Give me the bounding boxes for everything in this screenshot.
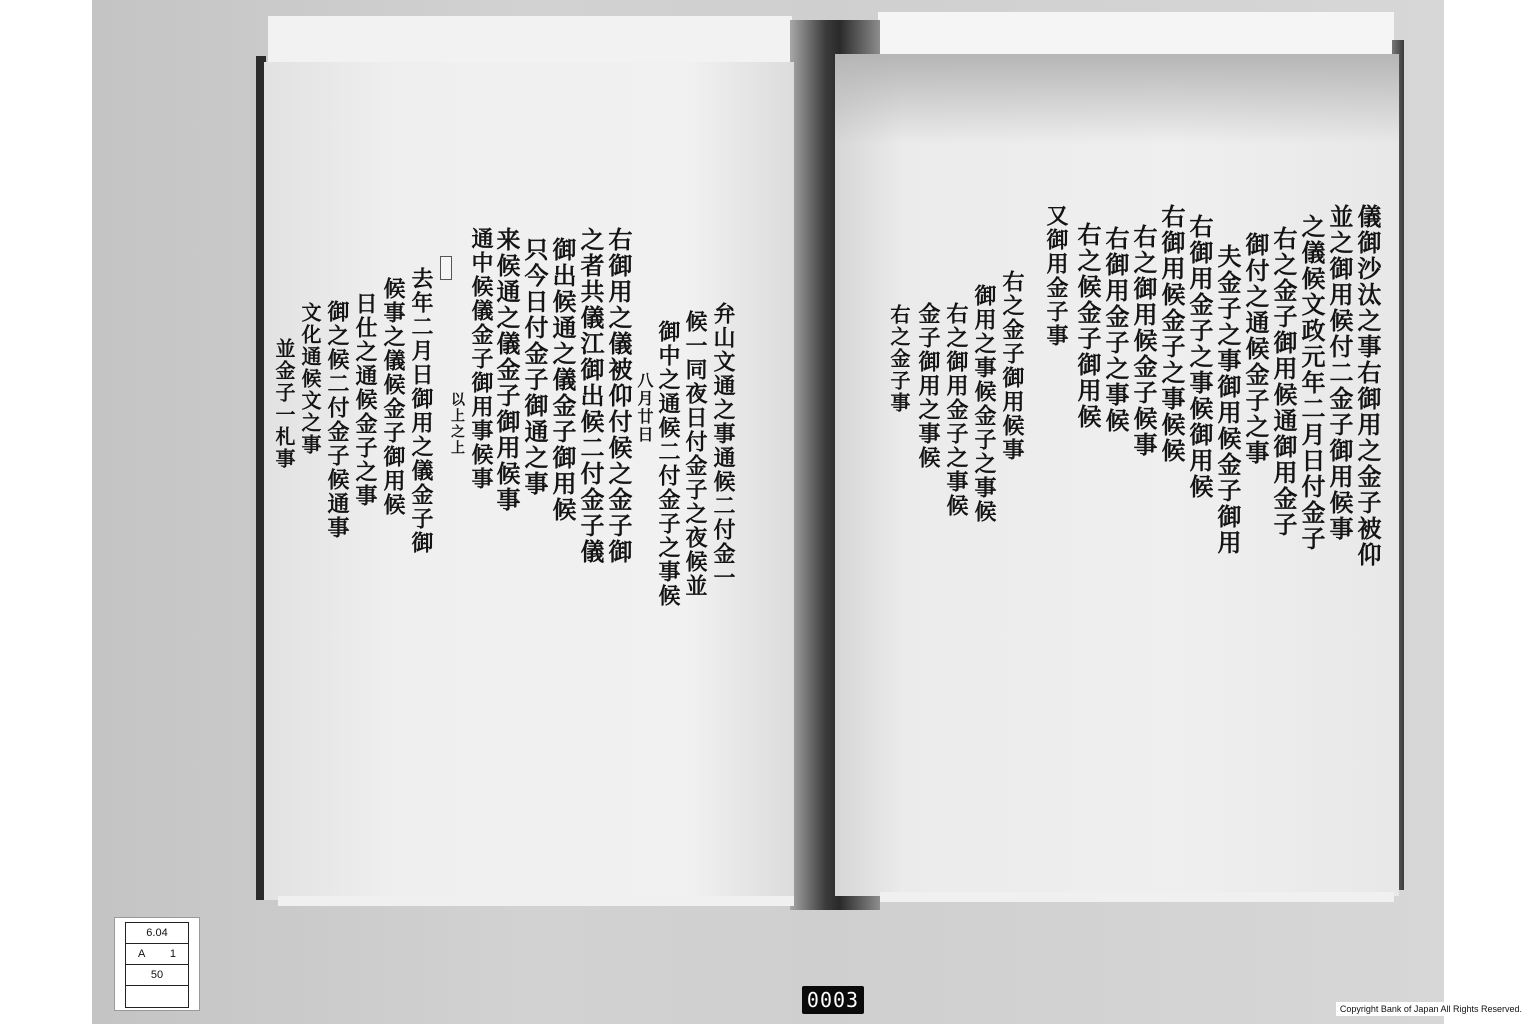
right-page-column: 金子御用之事候 xyxy=(915,302,941,470)
left-page-column: 去年二月日御用之儀金子御 xyxy=(408,267,434,555)
left-page-column: 弁山文通之事通候二付金一 xyxy=(710,302,736,590)
left-page-column: 通中候儀金子御用事候事 xyxy=(468,227,494,491)
catalog-card-table xyxy=(125,922,189,1008)
catalog-number: 6.04 xyxy=(126,923,188,944)
right-page-column: 夫金子之事御用候金子御用 xyxy=(1213,244,1242,556)
left-page-column: 御中之通候二付金子之事候 xyxy=(655,320,681,608)
right-top-paper-slip xyxy=(878,12,1394,60)
left-page-column: 以上之上 xyxy=(449,392,465,456)
frame-counter: 0003 xyxy=(802,986,864,1014)
right-page-column: 右之候金子御用候 xyxy=(1073,222,1102,430)
left-top-paper-slip xyxy=(268,16,792,66)
right-page xyxy=(835,54,1399,896)
right-page-column: 右之御用金子之事候 xyxy=(943,302,969,518)
right-page-column: 右御用候金子之事候候 xyxy=(1157,204,1186,464)
right-page-column: 儀御沙汰之事右御用之金子被仰 xyxy=(1353,204,1382,568)
left-page-column: 只今日付金子御通之事 xyxy=(520,237,549,497)
left-page-column: 御出候通之儀金子御用候 xyxy=(548,237,577,523)
right-page-column: 右之金子御用候通御用金子 xyxy=(1269,226,1298,538)
right-bottom-paper-slip xyxy=(880,892,1394,902)
right-page-column: 又御用金子事 xyxy=(1043,204,1069,348)
right-page-column: 右之金子御用候事 xyxy=(999,270,1025,462)
left-page-column: 八月廿日 xyxy=(635,372,654,444)
left-page-column: 並金子一札事 xyxy=(272,338,296,470)
left-page-column: 御之候二付金子候通事 xyxy=(324,300,350,540)
catalog-series-row xyxy=(126,944,188,965)
catalog-volume: 1 xyxy=(169,948,176,960)
right-page-column: 右御用金子之事候御用候 xyxy=(1185,214,1214,500)
right-page-column: 御用之事候金子之事候 xyxy=(971,284,997,524)
red-seal-mark xyxy=(440,256,452,280)
catalog-card xyxy=(114,917,200,1011)
left-bottom-paper-slip xyxy=(278,896,794,906)
left-page-column: 候事之儀候金子御用候 xyxy=(380,277,406,517)
left-page-column: 右御用之儀被仰付候之金子御 xyxy=(604,227,633,565)
right-page-column: 御付之通候金子之事 xyxy=(1241,232,1270,466)
catalog-series: A xyxy=(138,948,146,960)
right-page-column: 並之御用候付二金子御用候事 xyxy=(1325,204,1354,542)
left-page-column: 文化通候文之事 xyxy=(298,302,322,456)
catalog-blank-row xyxy=(126,986,188,1008)
left-page-column: 来候通之儀金子御用候事 xyxy=(492,227,521,513)
page-shadow xyxy=(835,54,1399,144)
copyright-notice: Copyright Bank of Japan All Rights Reserved. xyxy=(1336,1002,1526,1016)
left-page-column: 候一同夜日付金子之夜候並 xyxy=(682,310,708,598)
right-page-column: 右之御用候金子候事 xyxy=(1129,224,1158,458)
left-page xyxy=(264,62,794,900)
left-page-column: 日仕之通候金子之事 xyxy=(352,292,378,508)
right-page-column: 右御用金子之事候 xyxy=(1101,226,1130,434)
right-page-column: 之儀候文政元年二月日付金子 xyxy=(1297,214,1326,552)
left-page-column: 之者共儀江御出候二付金子儀 xyxy=(576,227,605,565)
catalog-item: 50 xyxy=(126,965,188,986)
right-page-column: 右之金子事 xyxy=(887,304,911,414)
